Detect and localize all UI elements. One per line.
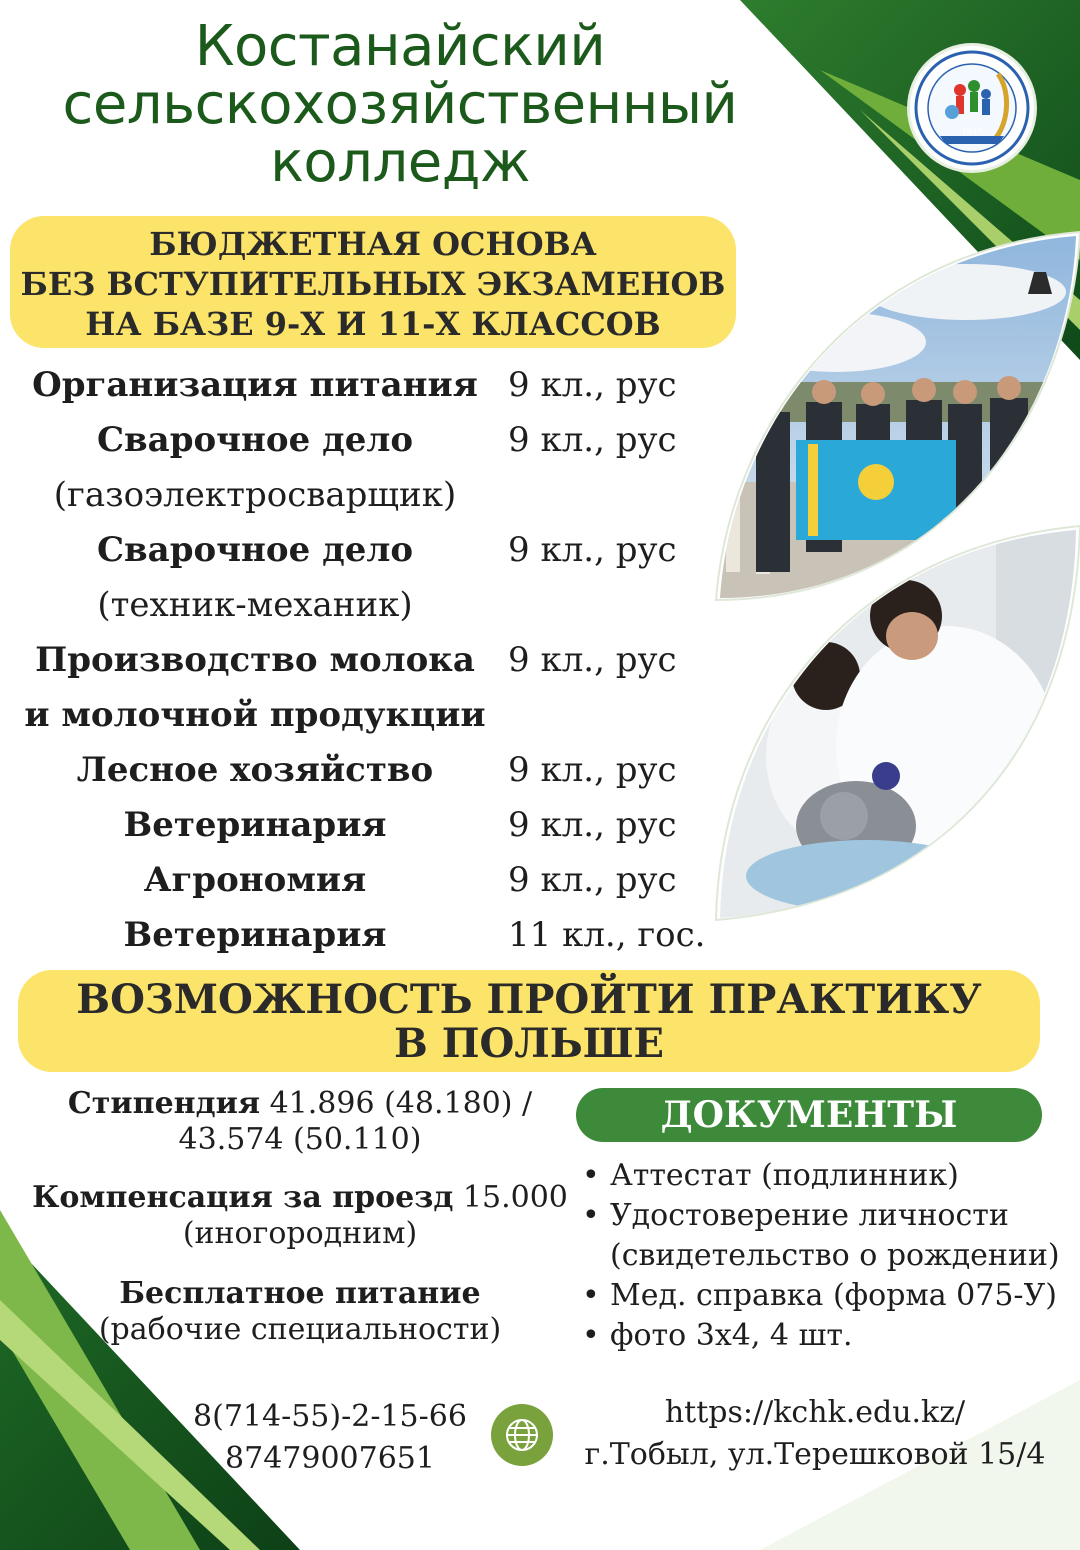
travel-note: (иногородним) <box>182 1216 418 1251</box>
budget-line: БЮДЖЕТНАЯ ОСНОВА <box>149 225 597 263</box>
travel-value: 15.000 <box>453 1180 568 1215</box>
bullet: • <box>582 1318 600 1353</box>
documents-list <box>578 1156 1078 1356</box>
program-value: 9 кл., рус <box>508 420 677 460</box>
program-value: 9 кл., рус <box>508 750 677 790</box>
program-value: 9 кл., рус <box>508 640 677 680</box>
practice-line: В ПОЛЬШЕ <box>394 1020 664 1067</box>
program-name: Ветеринария <box>123 805 387 845</box>
stipend-info <box>20 1086 580 1158</box>
practice-line: ВОЗМОЖНОСТЬ ПРОЙТИ ПРАКТИКУ <box>76 976 982 1023</box>
program-name: Лесное хозяйство <box>76 750 434 790</box>
program-name: Агрономия <box>143 860 367 900</box>
stipend-value: 41.896 (48.180) / <box>260 1086 533 1121</box>
title-line: колледж <box>270 130 530 195</box>
travel-label: Компенсация за проезд <box>32 1180 454 1215</box>
globe-icon <box>491 1404 553 1466</box>
bullet: • <box>582 1198 600 1233</box>
document-item: • фото 3х4, 4 шт. <box>578 1316 1078 1356</box>
phone-contacts <box>160 1396 500 1480</box>
phone-number[interactable]: 8(714-55)-2-15-66 <box>193 1399 467 1434</box>
college-logo <box>910 46 1034 170</box>
food-label: Бесплатное питание <box>119 1276 481 1311</box>
program-value: 11 кл., гос. <box>508 915 706 955</box>
bullet: • <box>582 1278 600 1313</box>
page-title <box>0 14 800 195</box>
food-info <box>20 1276 580 1348</box>
bullet: • <box>582 1158 600 1193</box>
travel-info <box>20 1180 580 1252</box>
document-item: • Аттестат (подлинник) <box>578 1156 1078 1196</box>
budget-banner <box>10 216 736 348</box>
address: г.Тобыл, ул.Терешковой 15/4 <box>584 1437 1046 1472</box>
program-name: Сварочное дело (газоэлектросварщик) <box>53 420 457 515</box>
budget-line: НА БАЗЕ 9-Х И 11-Х КЛАССОВ <box>85 305 661 343</box>
budget-line: БЕЗ ВСТУПИТЕЛЬНЫХ ЭКЗАМЕНОВ <box>20 265 726 303</box>
program-name: Производство молока и молочной продукции <box>24 640 486 735</box>
svg-text:1943: 1943 <box>961 127 983 136</box>
title-line: сельскохозяйственный <box>62 72 738 137</box>
food-note: (рабочие специальности) <box>98 1312 502 1347</box>
practice-banner <box>18 970 1040 1072</box>
program-name: Организация питания <box>32 365 478 405</box>
phone-number[interactable]: 87479007651 <box>225 1441 435 1476</box>
stipend-value-2: 43.574 (50.110) <box>178 1122 422 1157</box>
veterinary-photo <box>716 526 1080 922</box>
program-value: 9 кл., рус <box>508 530 677 570</box>
title-line: Костанайский <box>194 14 606 79</box>
program-name: Сварочное дело (техник-механик) <box>96 530 414 625</box>
web-contacts <box>580 1392 1050 1476</box>
program-name: Ветеринария <box>123 915 387 955</box>
document-item: • Удостоверение личности (свидетельство о рождении) <box>582 1198 1060 1273</box>
website-link[interactable]: https://kchk.edu.kz/ <box>664 1395 966 1430</box>
college-emblem-icon <box>910 46 1034 170</box>
program-value: 9 кл., рус <box>508 365 677 405</box>
document-item: • Мед. справка (форма 075-У) <box>578 1276 1078 1316</box>
program-value: 9 кл., рус <box>508 860 677 900</box>
program-value: 9 кл., рус <box>508 805 677 845</box>
documents-title: ДОКУМЕНТЫ <box>576 1088 1042 1142</box>
stipend-label: Стипендия <box>67 1086 261 1121</box>
